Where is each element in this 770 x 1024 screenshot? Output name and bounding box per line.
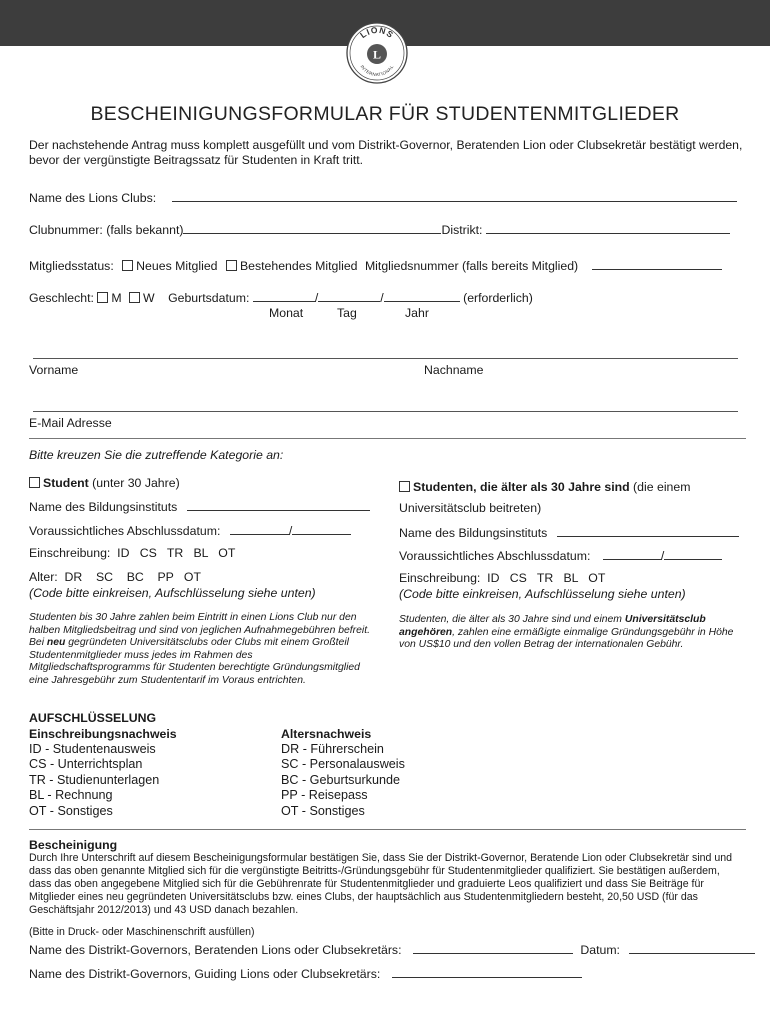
legend-item: PP - Reisepass xyxy=(281,788,368,803)
legend-item: OT - Sonstiges xyxy=(281,803,365,818)
month-caption: Monat xyxy=(269,306,304,320)
student-under-30-checkbox[interactable] xyxy=(29,477,40,488)
certification-section xyxy=(29,838,744,917)
member-number-label: Mitgliedsnummer (falls bereits Mitglied) xyxy=(364,259,579,273)
email-field-line[interactable] xyxy=(33,411,738,412)
left-graduation-year-field[interactable] xyxy=(292,523,351,535)
legend-item: BC - Geburtsurkunde xyxy=(281,772,400,787)
certification-text: Durch Ihre Unterschrift auf diesem Bescheinigungsformular bestätigen Sie, dass Sie der Distrikt-Governor, Beratende Lion oder Clubsekretär sind und dass das oben genannte Mitglied sich für die vergünstigte Beitritts-/Gründungsgebühr für Studentenmitglieder qualifiziert. Sie bestätigen außerdem, dass das oben angegebene Mitglied sich für die Gebührenrate für Studentenmitglieder und graduierte Leos qualifiziert und dass Sie Beiträge für Mitglieder eines neu gegründeten Universitätsclubs bzw. eines Clubs, der hauptsächlich aus Studentenmitgliedern besteht, 20,50 USD (für das Geschäftsjahr 2012/2013) und 43 USD danach bezahlen. xyxy=(29,852,733,916)
governor-name-label: Name des Distrikt-Governors, Beratenden Lions oder Clubsekretärs: xyxy=(29,943,402,957)
certification-divider xyxy=(29,829,746,830)
student-over-30-option[interactable] xyxy=(399,480,690,494)
right-enrollment-codes[interactable]: Einschreibung: ID CS TR BL OT xyxy=(399,571,606,585)
email-label: E-Mail Adresse xyxy=(29,416,112,430)
left-graduation-label: Voraussichtliches Abschlussdatum: xyxy=(29,524,221,538)
club-name-field[interactable] xyxy=(172,190,737,202)
over-30-heading-bold: Studenten, die älter als 30 Jahre sind xyxy=(413,480,630,494)
birthdate-label: Geburtsdatum: xyxy=(168,291,250,305)
legend-item: BL - Rechnung xyxy=(29,788,113,803)
gender-w-checkbox[interactable] xyxy=(129,292,140,303)
left-institution-field[interactable] xyxy=(187,499,370,511)
club-number-label: Clubnummer: (falls bekannt) xyxy=(29,223,184,237)
over-30-heading-rest: (die einem xyxy=(629,480,691,494)
section-divider xyxy=(29,438,746,439)
print-note: (Bitte in Druck- oder Maschinenschrift ausfüllen) xyxy=(29,926,255,938)
legend-item: ID - Studentenausweis xyxy=(29,742,156,756)
existing-member-checkbox[interactable] xyxy=(226,260,237,271)
left-institution-row xyxy=(29,499,370,514)
legend-item: TR - Studienunterlagen xyxy=(29,772,160,787)
right-graduation-row: Voraussichtliches Abschlussdatum: / xyxy=(399,548,722,563)
breakdown-heading: AUFSCHLÜSSELUNG xyxy=(29,711,157,725)
gender-m-label: M xyxy=(111,291,122,305)
signature-label: Name des Distrikt-Governors, Guiding Lions oder Clubsekretärs: xyxy=(29,967,381,981)
signature-row xyxy=(29,966,582,981)
day-caption: Tag xyxy=(337,306,357,320)
legend-item: SC - Personalausweis xyxy=(281,757,405,772)
governor-name-row xyxy=(29,942,755,957)
name-field-line[interactable] xyxy=(33,358,738,359)
left-graduation-row: Voraussichtliches Abschlussdatum: / xyxy=(29,523,351,538)
club-number-row xyxy=(29,222,730,237)
student-heading-bold: Student xyxy=(43,476,89,490)
governor-name-field[interactable] xyxy=(413,942,573,954)
year-caption: Jahr xyxy=(405,306,429,320)
certification-heading: Bescheinigung xyxy=(29,838,118,852)
birth-day-field[interactable] xyxy=(318,290,380,302)
birthdate-required: (erforderlich) xyxy=(463,291,533,305)
student-under-30-option[interactable] xyxy=(29,476,180,490)
right-institution-row xyxy=(399,525,739,540)
right-graduation-year-field[interactable] xyxy=(664,548,722,560)
club-number-field[interactable] xyxy=(183,222,441,234)
existing-member-label: Bestehendes Mitglied xyxy=(239,259,358,273)
district-field[interactable] xyxy=(486,222,730,234)
right-graduation-month-field[interactable] xyxy=(603,548,661,560)
date-label: Datum: xyxy=(580,943,620,957)
gender-label: Geschlecht: xyxy=(29,291,94,305)
right-institution-field[interactable] xyxy=(557,525,739,537)
intro-text: Der nachstehende Antrag muss komplett ausgefüllt und vom Distrikt-Governor, Beratenden Lion oder Clubsekretär bestätigt werden, bevor der vergünstigte Beitragssatz für Studenten in Kraft tritt. xyxy=(29,138,743,167)
enrollment-proof-heading: Einschreibungsnachweis xyxy=(29,727,177,741)
right-circle-note: (Code bitte einkreisen, Aufschlüsselung siehe unten) xyxy=(399,587,686,601)
left-enrollment-codes[interactable]: Einschreibung: ID CS TR BL OT xyxy=(29,546,236,560)
new-member-label: Neues Mitglied xyxy=(136,259,218,273)
category-prompt: Bitte kreuzen Sie die zutreffende Kategorie an: xyxy=(29,448,284,462)
legend-item: DR - Führerschein xyxy=(281,742,384,756)
logo-letter: L xyxy=(372,47,382,62)
left-graduation-month-field[interactable] xyxy=(230,523,289,535)
date-field[interactable] xyxy=(629,942,755,954)
birth-year-field[interactable] xyxy=(384,290,460,302)
member-number-field[interactable] xyxy=(592,258,722,270)
new-member-checkbox[interactable] xyxy=(122,260,133,271)
student-over-30-checkbox[interactable] xyxy=(399,481,410,492)
legend-item: CS - Unterrichtsplan xyxy=(29,757,143,772)
over-30-heading-line2: Universitätsclub beitreten) xyxy=(399,501,542,515)
left-circle-note: (Code bitte einkreisen, Aufschlüsselung siehe unten) xyxy=(29,586,316,600)
age-proof-heading: Altersnachweis xyxy=(281,727,372,741)
gender-m-checkbox[interactable] xyxy=(97,292,108,303)
logo-bottom-text: INTERNATIONAL xyxy=(359,64,395,78)
right-info-note: Studenten, die älter als 30 Jahre sind und einem Universitätsclub angehören, zahlen eine ermäßigte einmalige Gründungsgebühr in Höhe von US$10 und den vollen Betrag der internationalen Gebühr. xyxy=(399,614,734,650)
age-proof-list xyxy=(281,742,405,819)
left-info-note: Studenten bis 30 Jahre zahlen beim Eintritt in einen Lions Club nur den halben Mitgliedsbeitrag und sind von jeglichen Aufnahmegebühren befreit. Bei neu gegründeten Universitätsclubs oder Clubs mit einem Großteil Studentenmitglieder muss jedes im Rahmen des Mitgliedschaftsprogramms für Studenten berechtigte Gründungsmitglied eine Jahresgebühr zum Studententarif im Voraus entrichten. xyxy=(29,612,371,686)
right-institution-label: Name des Bildungsinstituts xyxy=(399,526,548,540)
club-name-row xyxy=(29,190,737,205)
first-name-label: Vorname xyxy=(29,363,79,377)
gender-birthdate-row: Geschlecht: M W Geburtsdatum: / / (erforderlich) xyxy=(29,291,533,305)
birth-month-field[interactable] xyxy=(253,290,315,302)
legend-item: OT - Sonstiges xyxy=(29,803,113,818)
form-title: BESCHEINIGUNGSFORMULAR FÜR STUDENTENMITGLIEDER xyxy=(90,103,680,125)
left-institution-label: Name des Bildungsinstituts xyxy=(29,500,178,514)
gender-w-label: W xyxy=(143,291,155,305)
club-name-label: Name des Lions Clubs: xyxy=(29,191,157,205)
signature-field[interactable] xyxy=(392,966,582,978)
logo-top-text: LIONS xyxy=(358,24,396,41)
status-label: Mitgliedsstatus: xyxy=(29,259,114,273)
right-graduation-label: Voraussichtliches Abschlussdatum: xyxy=(399,549,591,563)
lions-logo xyxy=(345,21,409,85)
left-age-codes[interactable]: Alter: DR SC BC PP OT xyxy=(29,570,201,584)
student-heading-rest: (unter 30 Jahre) xyxy=(88,476,180,490)
last-name-label: Nachname xyxy=(424,363,484,377)
district-label: Distrikt: xyxy=(441,223,483,237)
membership-status-row xyxy=(29,258,722,273)
enrollment-proof-list xyxy=(29,742,159,819)
